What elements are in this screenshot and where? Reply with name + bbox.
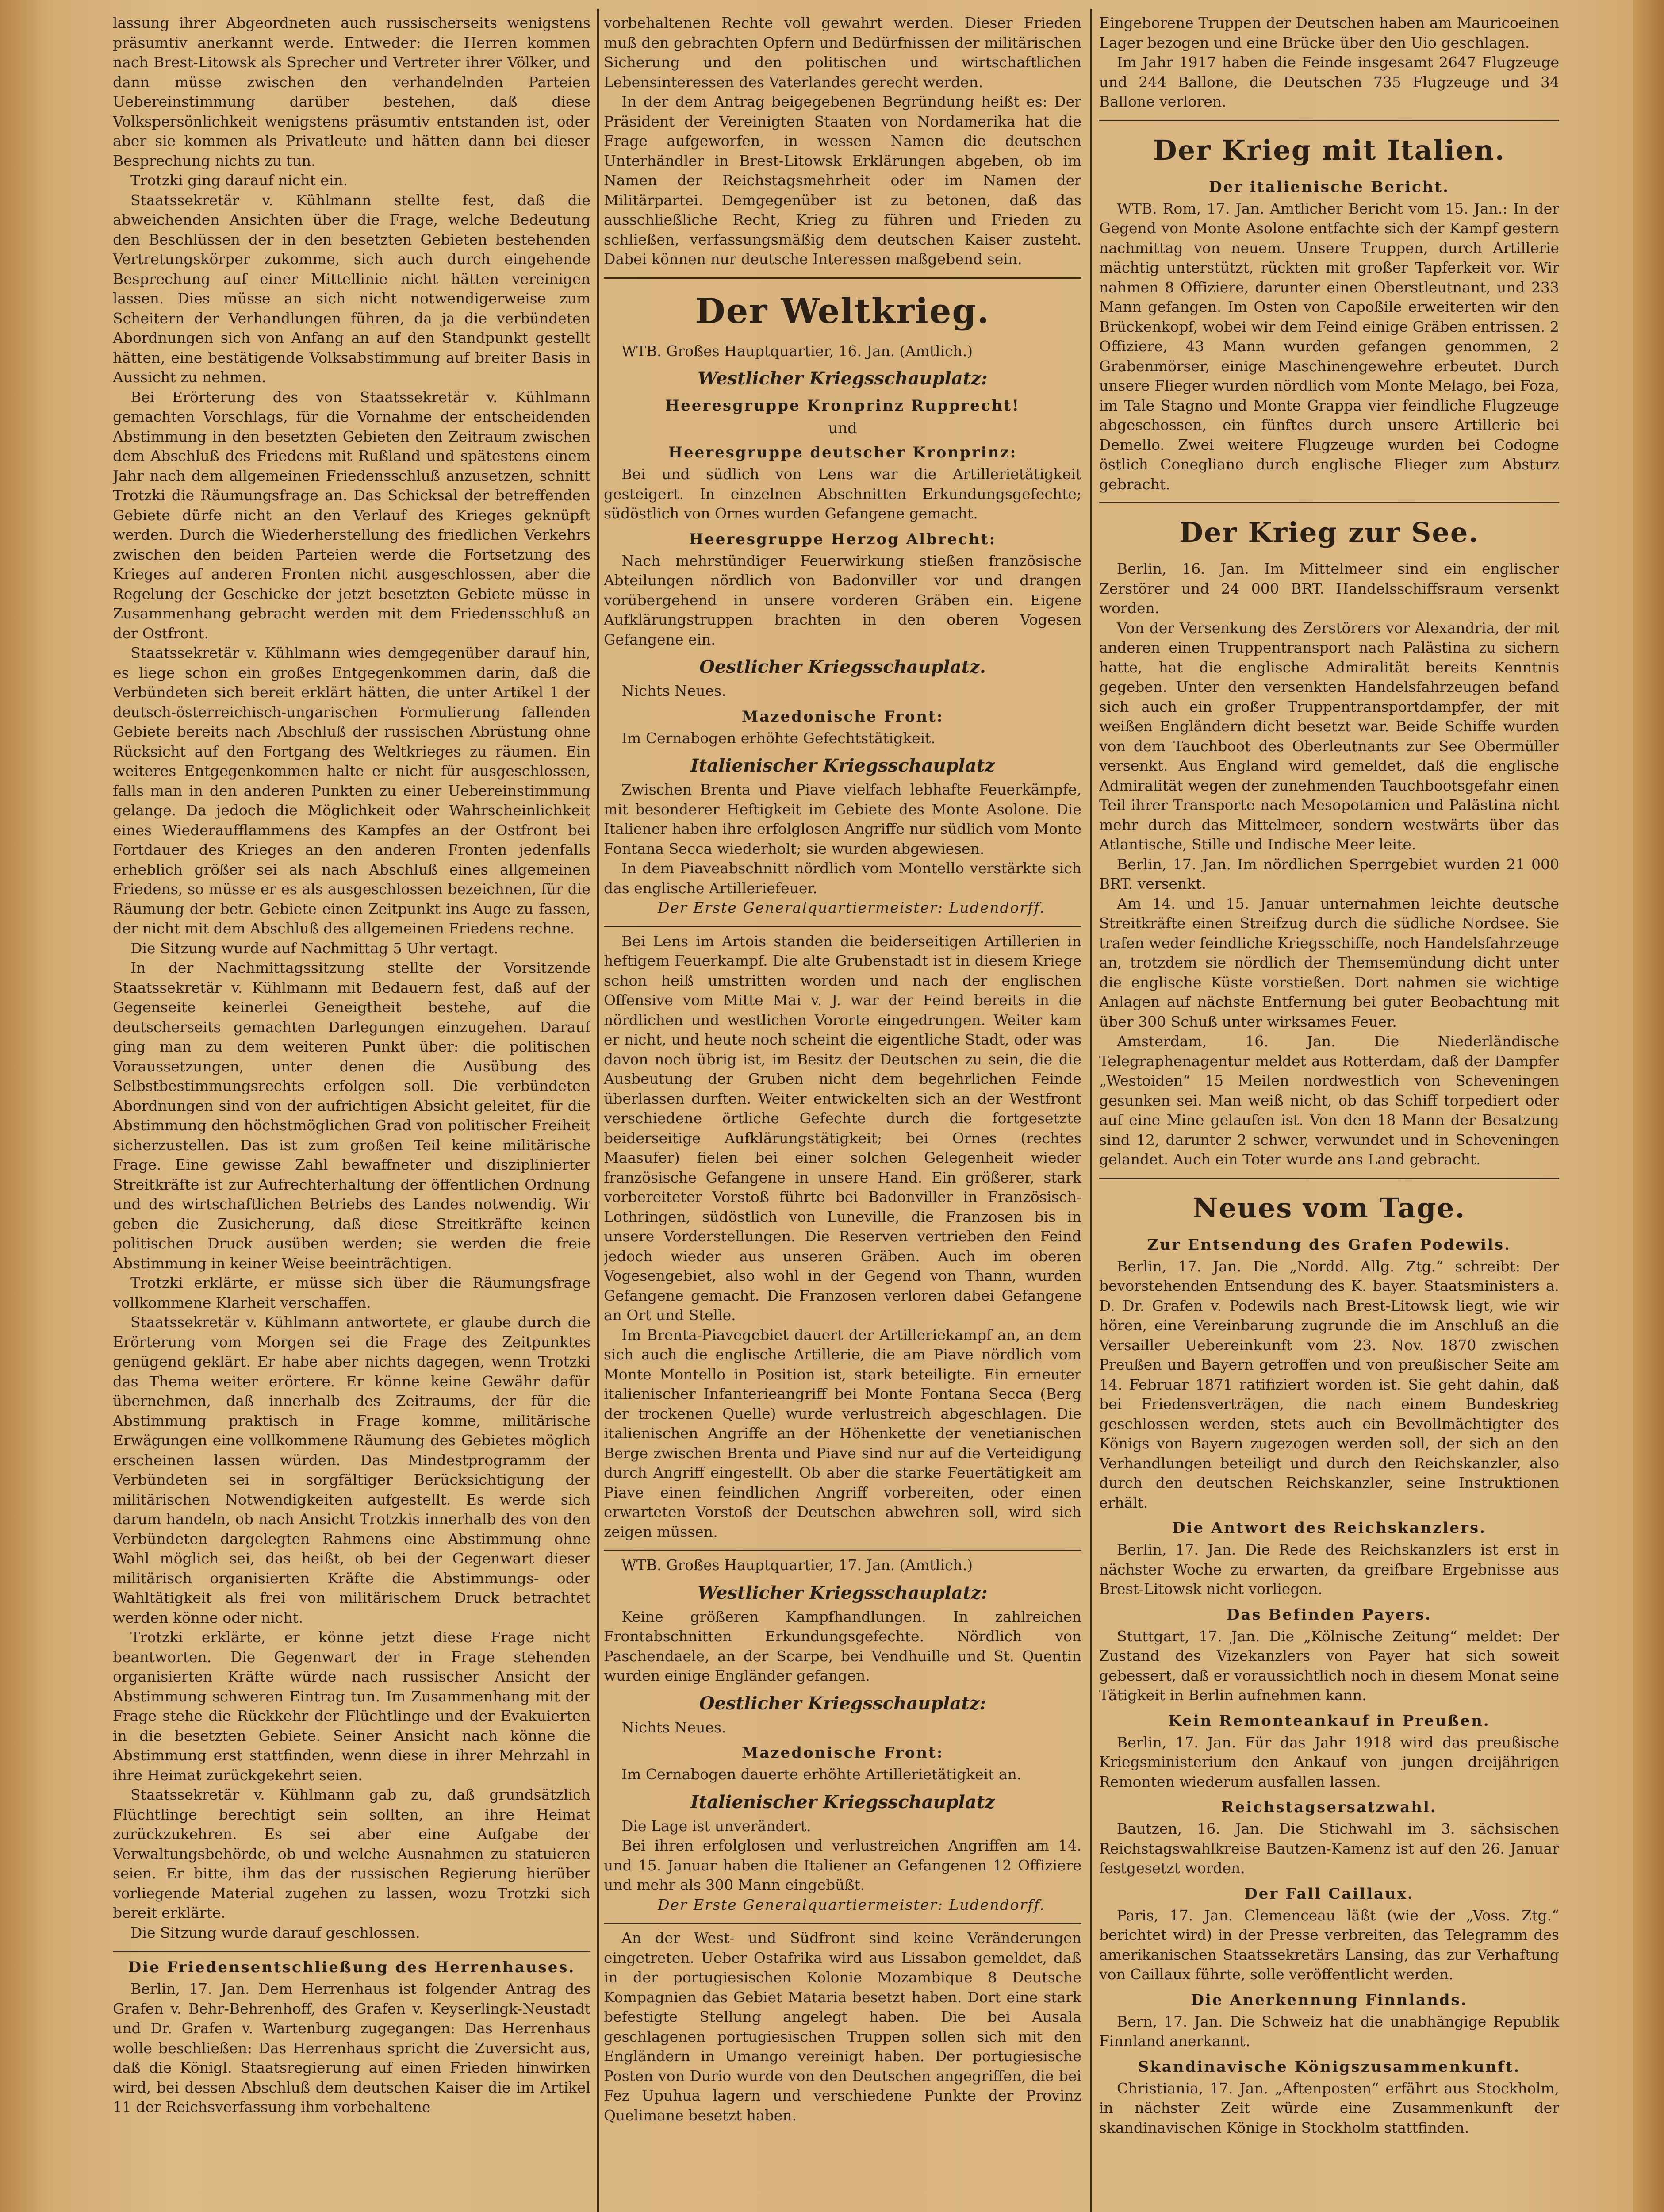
paragraph: Bei Lens im Artois standen die beiderseitigen Artillerien in heftigem Feuerkampf. Die alte Grubenstadt ist in diesem Kriege schon heiß umstritten worden und nach der englischen Offensive vom Mitte Mai v. J. war der Feind bereits in die nördlichen und westlichen Vororte eingedrungen. Weiter kam er nicht, und heute noch scheint die eigentliche Stadt, oder was davon noch übrig ist, im Besitz der Deutschen zu sein, die die Ausbeutung der Gruben nicht dem begehrlichen Feinde überlassen durften. Weiter entwickelten sich an der Westfront verschiedene örtliche Gefechte durch die fortgesetzte beiderseitige Aufklärungstätigkeit; bei Ornes (rechtes Maasufer) fielen bei einer solchen Gelegenheit wieder französische Gefangene in unsere Hand. Ein größerer, stark vorbereiteter Vorstoß führte bei Badonviller in Französisch-Lothringen, südöstlich von Luneville, die Franzosen bis in unsere Vorderstellungen. Die Reserven vertrieben den Feind jedoch wieder aus unseren Gräben. Auch im oberen Vogesengebiet, also wohl in der Gegend von Thann, wurden Gefangene gemacht. Die Franzosen verloren dabei Gefangene an Ort und Stelle. (604, 932, 1081, 1324)
section-rule (113, 1951, 590, 1952)
paragraph: In dem Piaveabschnitt nördlich vom Montello verstärkte sich das englische Artilleriefeuer. (604, 860, 1081, 897)
paragraph: Amsterdam, 16. Jan. Die Niederländische Telegraphenagentur meldet aus Rotterdam, daß der Dampfer „Westoiden“ 15 Meilen nordwestlich von Scheveningen gesunken sei. Man weiß nicht, ob das Schiff torpediert oder auf eine Mine gelaufen ist. Von den 18 Mann der Besatzung sind 12, darunter 2 schwer, verwundet und in Scheveningen gelandet. Auch ein Toter wurde ans Land gebracht. (1099, 1033, 1559, 1168)
column-1 (113, 13, 590, 2212)
subhead-army-group: Heeresgruppe Kronprinz Rupprecht! (665, 397, 1020, 415)
signature: Der Erste Generalquartiermeister: Ludendorff. (657, 899, 1046, 916)
subhead-army-group: Heeresgruppe deutscher Kronprinz: (668, 444, 1017, 461)
subhead-news: Die Antwort des Reichskanzlers. (1172, 1519, 1486, 1537)
subhead-news: Skandinavische Königszusammenkunft. (1138, 2058, 1521, 2076)
section-rule (1099, 120, 1559, 121)
paragraph: Staatssekretär v. Kühlmann wies demgegenüber darauf hin, es liege schon ein großes Entgegenkommen darin, daß die Verbündeten sich bereit erklärt hätten, die unter Artikel 1 der deutsch-österreichisch-ungarischen Formulierung fallenden Gebiete bereits nach Abschluß der russischen Abrüstung ohne Rücksicht auf den Fortgang des Weltkrieges zu räumen. Ein weiteres Entgegenkommen halte er nicht für ausgeschlossen, falls man in den anderen Punkten zu einer Uebereinstimmung gelange. Da jedoch die Möglichkeit oder Wahrscheinlichkeit eines Wiederaufflammens des Kampfes an der Ostfront bei Fortdauer des Krieges an den anderen Fronten jedenfalls erheblich größer sei als nach Abschluß eines allgemeinen Friedens, so müsse er es als ausgeschlossen bezeichnen, für die Räumung der betr. Gebiete einen Zeitpunkt ins Auge zu fassen, der nicht mit dem Abschluß des allgemeinen Friedens rechne. (113, 644, 590, 937)
dateline: WTB. Großes Hauptquartier, 16. Jan. (Amtlich.) (621, 342, 973, 360)
headline-krieg-italien: Der Krieg mit Italien. (1153, 134, 1506, 166)
paragraph: Von der Versenkung des Zerstörers vor Alexandria, der mit anderen einen Truppentransport nach Palästina zu sichern hatte, hat die englische Admiralität bereits Kenntnis gegeben. Unter den versenkten Handelsfahrzeugen befand sich auch ein großer Truppentransportdampfer, der mit weißen Engländern dicht besetzt war. Beide Schiffe wurden von dem Tauchboot des Oberleutnants zur See Obermüller versenkt. Aus England wird gemeldet, daß die englische Admiralität wegen der zunehmenden Tauchbootsgefahr einen Teil ihrer Transporte nach Mesopotamien und Palästina nicht mehr durch das Mittelmeer, sondern westwärts über das Atlantische, Stille und Indische Meer leite. (1099, 619, 1559, 853)
column-rule-left (597, 9, 599, 2212)
paragraph: Die Sitzung wurde darauf geschlossen. (130, 1924, 420, 1941)
paragraph: Im Cernabogen dauerte erhöhte Artillerietätigkeit an. (621, 1766, 1022, 1783)
paragraph: Trotzki erklärte, er könne jetzt diese Frage nicht beantworten. Die Gegenwart der in Frage stehenden organisierten Kräfte würde nach russischer Ansicht der Abstimmung schweren Eintrag tun. Im Zusammenhang mit der Frage stehe die Rückkehr der Flüchtlinge und der Evakuierten in die besetzten Gebiete. Seiner Ansicht nach könne die Abstimmung erst stattfinden, wenn diese in ihrer Mehrzahl in ihre Heimat zurückgekehrt seien. (113, 1628, 590, 1784)
subhead-mazedonien: Mazedonische Front: (741, 707, 944, 726)
section-rule (1099, 1178, 1559, 1179)
subhead-news: Zur Entsendung des Grafen Podewils. (1147, 1236, 1511, 1254)
subhead-news: Der Fall Caillaux. (1244, 1885, 1414, 1903)
subhead-army-group: Heeresgruppe Herzog Albrecht: (689, 530, 997, 548)
subhead-ost: Oestlicher Kriegsschauplatz: (699, 1693, 986, 1714)
paragraph: In der dem Antrag beigegebenen Begründung heißt es: Der Präsident der Vereinigten Staaten von Nordamerika hat die Frage aufgeworfen, in wessen Namen die deutschen Unterhändler in Brest-Litowsk Erklärungen abgeben, ob im Namen der Reichstagsmehrheit oder im Namen der Militärpartei. Demgegenüber ist zu betonen, daß das ausschließliche Recht, Krieg zu führen und Frieden zu schließen, verfassungsmäßig dem deutschen Kaiser zusteht. Dabei können nur deutsche Interessen maßgebend sein. (604, 93, 1081, 268)
subhead-ost: Oestlicher Kriegsschauplatz. (699, 657, 986, 677)
connector-und: und (828, 419, 857, 437)
paragraph: Die Sitzung wurde auf Nachmittag 5 Uhr vertagt. (130, 939, 498, 957)
section-rule (604, 277, 1081, 279)
paragraph: WTB. Rom, 17. Jan. Amtlicher Bericht vom 15. Jan.: In der Gegend von Monte Asolone entfachte sich der Kampf gestern nachmittag von neuem. Unsere Truppen, durch Artillerie mächtig unterstützt, rückten mit großer Tapferkeit vor. Wir nahmen 8 Offiziere, darunter einen Oberstleutnant, und 233 Mann gefangen. Im Osten von Capoßile erweiterten wir den Brückenkopf, wobei wir dem Feind einige Gräben entrissen. 2 Offiziere, 43 Mann wurden gefangen genommen, 2 Grabenmörser, einige Maschinengewehre erbeutet. Durch unsere Flieger wurden nördlich vom Monte Melago, bei Foza, im Tale Stagno und Monte Grappa vier feindliche Flugzeuge abgeschossen, ein fünftes durch unsere Artillerie bei Demello. Zwei weitere Flugzeuge wurden bei Codogne östlich Conegliano durch englische Flieger zum Absturz gebracht. (1099, 200, 1559, 493)
paragraph: Berlin, 17. Jan. Dem Herrenhaus ist folgender Antrag des Grafen v. Behr-Behrenhoff, des Grafen v. Keyserlingk-Neustadt und Dr. Grafen v. Wartenburg zugegangen: Das Herrenhaus wolle beschließen: Das Herrenhaus spricht die Zuversicht aus, daß die Königl. Staatsregierung auf einen Frieden hinwirken wird, bei dessen Abschluß dem deutschen Kaiser die im Artikel 11 der Reichsverfassung ihm vorbehaltene (113, 1980, 590, 2116)
paragraph: Nichts Neues. (621, 1718, 726, 1736)
subhead-italien: Italienischer Kriegsschauplatz (690, 1791, 995, 1813)
paragraph: Berlin, 17. Jan. Im nördlichen Sperrgebiet wurden 21 000 BRT. versenkt. (1099, 855, 1559, 892)
paragraph: Bautzen, 16. Jan. Die Stichwahl im 3. sächsischen Reichstagswahlkreise Bautzen-Kamenz ist auf den 26. Januar festgesetzt worden. (1099, 1820, 1559, 1877)
headline-weltkrieg: Der Weltkrieg. (695, 291, 990, 331)
section-rule (604, 926, 1081, 927)
paragraph: Nach mehrstündiger Feuerwirkung stießen französische Abteilungen nördlich von Badonviller vor und drangen vorübergehend in unsere vorderen Gräben ein. Eigene Aufklärungstruppen brachten in den oberen Vogesen Gefangene ein. (604, 552, 1081, 648)
paragraph: Staatssekretär v. Kühlmann stellte fest, daß die abweichenden Ansichten über die Frage, welche Bedeutung den Beschlüssen der in den besetzten Gebieten bestehenden Vertretungskörper zukomme, sich auch durch eingehende Besprechung auf einer Mittellinie nicht hätten vereinigen lassen. Dies müsse an sich nicht notwendigerweise zum Scheitern der Verhandlungen führen, da ja die verbündeten Abordnungen sich von Anfang an auf den Standpunkt gestellt hätten, eine bestätigende Volksabstimmung auf breiter Basis in Aussicht zu nehmen. (113, 191, 590, 386)
paragraph: Keine größeren Kampfhandlungen. In zahlreichen Frontabschnitten Erkundungsgefechte. Nördlich von Paschendaele, an der Scarpe, bei Vendhuille und St. Quentin wurden einige Engländer gefangen. (604, 1608, 1081, 1684)
paragraph: Bei und südlich von Lens war die Artillerietätigkeit gesteigert. In einzelnen Abschnitten Erkundungsgefechte; südöstlich von Ornes wurden Gefangene gemacht. (604, 465, 1081, 522)
paragraph: Bern, 17. Jan. Die Schweiz hat die unabhängige Republik Finnland anerkannt. (1099, 2012, 1559, 2050)
paragraph: An der West- und Südfront sind keine Veränderungen eingetreten. Ueber Ostafrika wird aus Lissabon gemeldet, daß in der portugiesischen Kolonie Mozambique 8 Deutsche Kompagnien das Gebiet Mataria besetzt haben. Dort eine stark befestigte Stellung angelegt haben. Die bei Ausala geschlagenen portugiesischen Truppen sollen sich mit den Engländern in Umango vereinigt haben. Der portugiesische Posten von Durio wurde von den Deutschen angegriffen, die bei Fez Upuhua lagern und verschiedene Punkte der Provinz Quelimane besetzt haben. (604, 1929, 1081, 2124)
subhead-news: Das Befinden Payers. (1226, 1605, 1432, 1624)
subhead-west: Westlicher Kriegsschauplatz: (698, 368, 988, 389)
paragraph: In der Nachmittagssitzung stellte der Vorsitzende Staatssekretär v. Kühlmann mit Bedauern fest, daß auf der Gegenseite keinerlei Geneigtheit bestehe, auf die deutscherseits gemachten Darlegungen einzugehen. Darauf ging man zu dem weiteren Punkt über: die politischen Voraussetzungen, unter denen die Ausübung des Selbstbestimmungsrechts erfolgen soll. Die verbündeten Abordnungen sind von der aufrichtigen Absicht geleitet, für die Abstimmung den höchstmöglichen Grad von politischer Freiheit sicherzustellen. Das ist zum großen Teil keine militärische Frage. Eine gewisse Zahl bewaffneter und disziplinierter Streitkräfte ist zur Aufrechterhaltung der öffentlichen Ordnung und des wirtschaftlichen Betriebs des Landes notwendig. Wir geben die Zusicherung, daß diese Streitkräfte keinen politischen Druck ausüben werden; sie werden die freie Abstimmung in keiner Weise beeinträchtigen. (113, 959, 590, 1272)
subhead-west: Westlicher Kriegsschauplatz: (698, 1582, 988, 1603)
column-rule-right (1090, 9, 1092, 2212)
subhead-bericht: Der italienische Bericht. (1209, 178, 1449, 196)
paragraph: Nichts Neues. (621, 682, 726, 699)
subhead-italien: Italienischer Kriegsschauplatz (690, 755, 995, 776)
subhead-news: Reichstagsersatzwahl. (1221, 1798, 1437, 1816)
column-2 (604, 13, 1081, 2212)
paragraph: Trotzki ging darauf nicht ein. (130, 172, 348, 189)
paragraph: Christiania, 17. Jan. „Aftenposten“ erfährt aus Stockholm, in nächster Zeit würde eine Zusammenkunft der skandinavischen Könige in Stockholm stattfinden. (1099, 2079, 1559, 2136)
paragraph: Eingeborene Truppen der Deutschen haben am Mauricoeinen Lager bezogen und eine Brücke über den Uio geschlagen. (1099, 14, 1559, 51)
paragraph: Die Lage ist unverändert. (621, 1817, 811, 1835)
paragraph: Staatssekretär v. Kühlmann antwortete, er glaube durch die Erörterung vom Morgen sei die Frage des Zeitpunktes genügend geklärt. Er habe aber nichts dagegen, wenn Trotzki das Thema weiter erörtere. Er könne keine Gewähr dafür übernehmen, daß innerhalb des Zeitraums, der für die Abstimmung praktisch in Frage komme, militärische Erwägungen eine vollkommene Räumung des Gebietes möglich erscheinen lassen würden. Das Mindestprogramm der Verbündeten sei in sorgfältiger Berücksichtigung der militärischen Notwendigkeiten aufgestellt. Es werde sich darum handeln, ob nach Ansicht Trotzkis innerhalb des von den Verbündeten dargelegten Rahmens eine Abstimmung ohne Wahl möglich sei, das heißt, ob bei der Gegenwart dieser militärisch organisierten Kräfte die Abstimmungs- oder Wahltätigkeit als frei von militärischem Druck betrachtet werden könne oder nicht. (113, 1313, 590, 1626)
paragraph: Berlin, 17. Jan. Die Rede des Reichskanzlers ist erst in nächster Woche zu erwarten, da greifbare Ergebnisse aus Brest-Litowsk nicht vorliegen. (1099, 1541, 1559, 1598)
page-fold-edge (1633, 0, 1664, 2212)
paragraph: Berlin, 17. Jan. Die „Nordd. Allg. Ztg.“ schreibt: Der bevorstehenden Entsendung des K. bayer. Staatsministers a. D. Dr. Grafen v. Podewils nach Brest-Litowsk liegt, wie wir hören, eine Vereinbarung zugrunde die im Anschluß an die Versailler Uebereinkunft vom 23. Nov. 1870 zwischen Preußen und Bayern getroffen und von preußischer Seite am 14. Februar 1871 ratifiziert worden ist. Sie geht dahin, daß bei Friedensverträgen, die nach einem Bundeskrieg geschlossen werden, stets auch ein Bevollmächtigter des Königs von Bayern zugezogen werden soll, der sich an den Verhandlungen beteiligt und durch den Reichskanzler, also durch den deutschen Reichskanzler, seine Instruktionen erhält. (1099, 1257, 1559, 1511)
paragraph: Berlin, 16. Jan. Im Mittelmeer sind ein englischer Zerstörer und 24 000 BRT. Handelsschiffsraum versenkt worden. (1099, 560, 1559, 617)
subhead-news: Die Anerkennung Finnlands. (1191, 1991, 1468, 2009)
paragraph: Im Cernabogen erhöhte Gefechtstätigkeit. (621, 729, 936, 747)
section-rule (604, 1923, 1081, 1924)
paragraph: Bei ihren erfolglosen und verlustreichen Angriffen am 14. und 15. Januar haben die Italiener an Gefangenen 12 Offiziere und mehr als 300 Mann eingebüßt. (604, 1837, 1081, 1893)
headline-krieg-see: Der Krieg zur See. (1179, 516, 1479, 549)
paragraph: lassung ihrer Abgeordneten auch russischerseits wenigstens präsumtiv anerkannt werde. Entweder: die Herren kommen nach Brest-Litowsk als Sprecher und Vertreter ihrer Völker, und dann müsse zwischen den verhandelnden Parteien Uebereinstimmung darüber bestehen, daß diese Volkspersönlichkeit wenigstens präsumtiv entstanden ist, oder aber sie kommen als Privatleute und hätten dann bei dieser Besprechung nichts zu tun. (113, 14, 590, 169)
subhead-news: Kein Remonteankauf in Preußen. (1168, 1712, 1490, 1730)
headline-herrenhaus: Die Friedensentschließung des Herrenhauses. (128, 1959, 575, 1976)
section-rule (1099, 502, 1559, 503)
paragraph: Am 14. und 15. Januar unternahmen leichte deutsche Streitkräfte einen Streifzug durch die südliche Nordsee. Sie trafen weder feindliche Kriegsschiffe, noch Handelsfahrzeuge an, trotzdem sie nördlich der Themsemündung dicht unter die englische Küste vorstießen. Dort nahmen sie wichtige Anlagen auf nächste Entfernung bei guter Beobachtung mit über 300 Schuß unter wirksames Feuer. (1099, 895, 1559, 1030)
paragraph: Im Jahr 1917 haben die Feinde insgesamt 2647 Flugzeuge und 244 Ballone, die Deutschen 735 Flugzeuge und 34 Ballone verloren. (1099, 54, 1559, 110)
headline-neues-vom-tage: Neues vom Tage. (1192, 1191, 1466, 1224)
paragraph: Berlin, 17. Jan. Für das Jahr 1918 wird das preußische Kriegsministerium den Ankauf von jungen dreijährigen Remonten wiederum ausfallen lassen. (1099, 1733, 1559, 1790)
paragraph: Zwischen Brenta und Piave vielfach lebhafte Feuerkämpfe, mit besonderer Heftigkeit im Gebiete des Monte Asolone. Die Italiener haben ihre erfolglosen Angriffe nur südlich vom Monte Fontana Secca wiederholt; sie wurden abgewiesen. (604, 781, 1081, 857)
paragraph: Bei Erörterung des von Staatssekretär v. Kühlmann gemachten Vorschlags, für die Vornahme der entscheidenden Abstimmung in den besetzten Gebieten den Zeitraum zwischen dem Abschluß des Friedens mit Rußland und spätestens einem Jahr nach dem allgemeinen Friedensschluß anzusetzen, schnitt Trotzki die Räumungsfrage an. Das Schicksal der betreffenden Gebiete dürfe nicht an den Verlauf des Krieges geknüpft werden. Durch die Wiederherstellung des friedlichen Verkehrs zwischen den beiden Parteien werde die Fortsetzung des Krieges auf anderen Fronten nicht ausgeschlossen, aber die Regelung der Geschicke der jetzt besetzten Gebiete müsse in Zusammenhang gebracht werden mit dem Friedensschluß an der Ostfront. (113, 388, 590, 642)
paragraph: vorbehaltenen Rechte voll gewahrt werden. Dieser Frieden muß den gebrachten Opfern und Bedürfnissen der militärischen Sicherung und den politischen und wirtschaftlichen Lebensinteressen des Vaterlandes gerecht werden. (604, 14, 1081, 91)
section-rule (604, 1550, 1081, 1551)
signature: Der Erste Generalquartiermeister: Ludendorff. (657, 1896, 1046, 1913)
paragraph: Im Brenta-Piavegebiet dauert der Artilleriekampf an, an dem sich auch die englische Artillerie, die am Piave nördlich vom Monte Montello in Position ist, stark beteiligte. Ein erneuter italienischer Infanterieangriff bei Monte Fontana Secca (Berg der trockenen Quelle) wurde verlustreich abgeschlagen. Die italienischen Angriffe an der Höhenkette der venetianischen Berge zwischen Brenta und Piave sind nur auf die Verteidigung durch Angriff eingestellt. Ob aber die starke Feuertätigkeit am Piave einen feindlichen Angriff vorbereiten, oder einen erwarteten Vorstoß der Deutschen abwehren soll, wird sich zeigen müssen. (604, 1326, 1081, 1540)
dateline: WTB. Großes Hauptquartier, 17. Jan. (Amtlich.) (621, 1556, 973, 1574)
paragraph: Stuttgart, 17. Jan. Die „Kölnische Zeitung“ meldet: Der Zustand des Vizekanzlers von Payer hat sich soweit gebessert, daß er voraussichtlich noch in diesem Monat seine Tätigkeit in Berlin aufnehmen kann. (1099, 1627, 1559, 1704)
paragraph: Paris, 17. Jan. Clemenceau läßt (wie der „Voss. Ztg.“ berichtet wird) in der Presse verbreiten, das Telegramm des amerikanischen Staatssekretärs Lansing, das zur Verhaftung von Caillaux führte, solle veröffentlicht werden. (1099, 1906, 1559, 1983)
paragraph: Trotzki erklärte, er müsse sich über die Räumungsfrage vollkommene Klarheit verschaffen. (113, 1274, 590, 1311)
column-3 (1099, 13, 1559, 2212)
paragraph: Staatssekretär v. Kühlmann gab zu, daß grundsätzlich Flüchtlinge berechtigt sein sollten, an ihre Heimat zurückzukehren. Es sei aber eine Aufgabe der Verwaltungsbehörde, ob und welche Ausnahmen zu statuieren seien. Er bitte, ihm das der russischen Regierung hierüber vorliegende Material zugehen zu lassen, wozu Trotzki sich bereit erklärte. (113, 1786, 590, 1921)
subhead-mazedonien: Mazedonische Front: (741, 1744, 944, 1762)
